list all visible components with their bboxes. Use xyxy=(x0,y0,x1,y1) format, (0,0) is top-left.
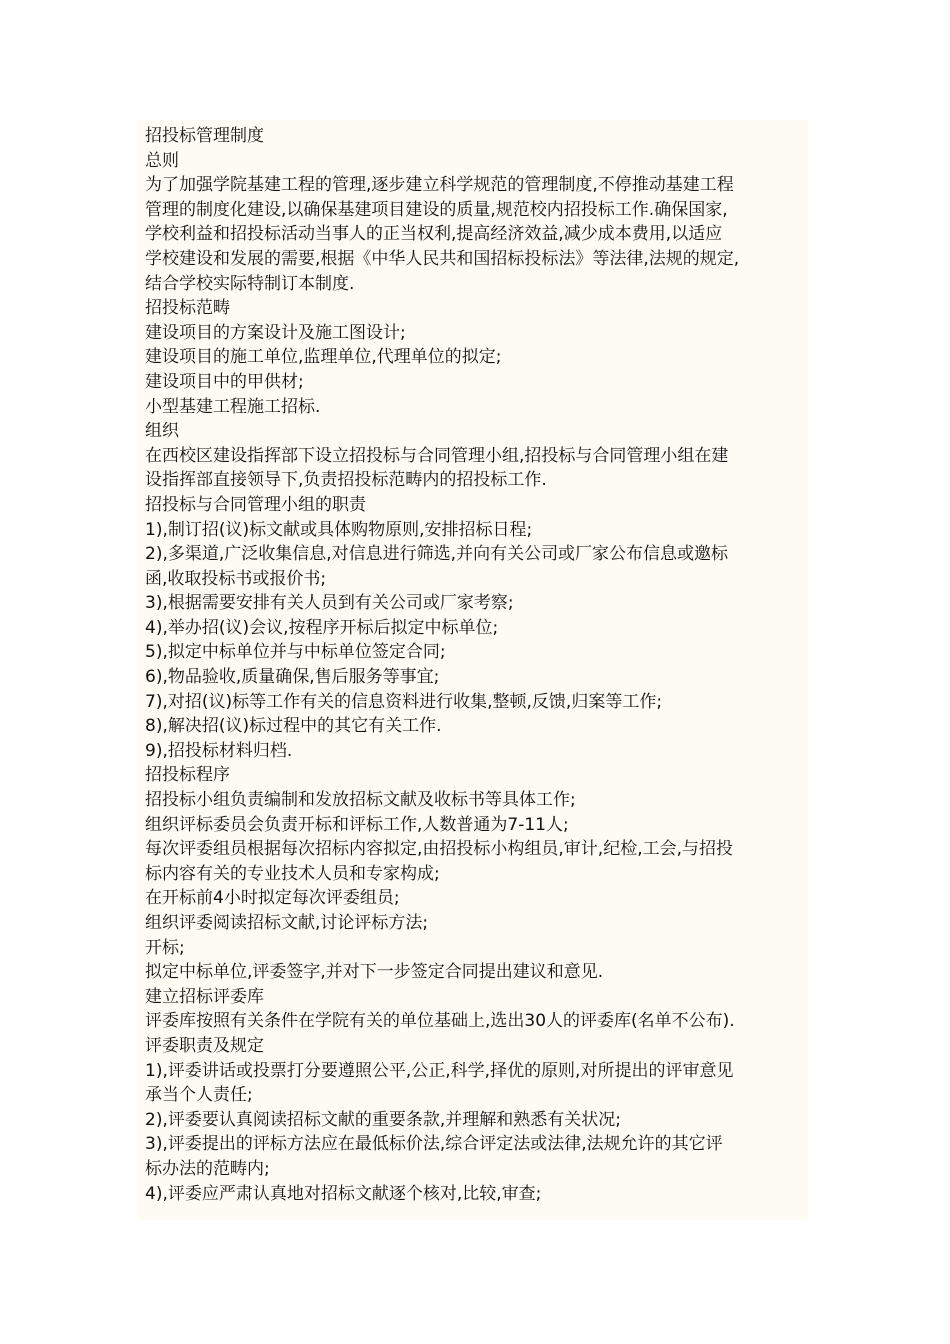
text-line: 标办法的范畴内; xyxy=(145,1158,270,1179)
text-line: 承当个人责任; xyxy=(145,1085,253,1106)
text-line: 评委职责及规定 xyxy=(145,1035,264,1056)
text-line: 招投标小组负责编制和发放招标文献及收标书等具体工作; xyxy=(145,790,576,811)
text-line: 开标; xyxy=(145,937,185,958)
text-line: 管理的制度化建设,以确保基建项目建设的质量,规范校内招投标工作.确保国家, xyxy=(145,199,728,220)
text-line: 建设项目中的甲供材; xyxy=(145,371,304,392)
text-line: 组织评委阅读招标文献,讨论评标方法; xyxy=(145,913,429,933)
text-line: 建设项目的方案设计及施工图设计; xyxy=(145,322,406,343)
text-line: 7),对招(议)标等工作有关的信息资料进行收集,整顿,反馈,归案等工作; xyxy=(145,691,663,712)
text-line: 5),拟定中标单位并与中标单位签定合同; xyxy=(145,642,446,663)
text-line: 招投标范畴 xyxy=(145,298,230,319)
text-line: 1),评委讲话或投票打分要遵照公平,公正,科学,择优的原则,对所提出的评审意见 xyxy=(145,1060,734,1081)
text-line: 3),评委提出的评标方法应在最低标价法,综合评定法或法律,法规允许的其它评 xyxy=(145,1134,723,1155)
text-line: 招投标程序 xyxy=(145,765,230,786)
text-line: 每次评委组员根据每次招标内容拟定,由招投标小构组员,审计,纪检,工会,与招投 xyxy=(145,839,734,860)
text-line: 9),招投标材料归档. xyxy=(145,740,293,761)
text-line: 设指挥部直接领导下,负责招投标范畴内的招投标工作. xyxy=(145,470,547,491)
text-line: 6),物品验收,质量确保,售后服务等事宜; xyxy=(145,667,440,688)
text-line: 1),制订招(议)标文献或具体购物原则,安排招标日程; xyxy=(145,519,533,540)
text-line: 为了加强学院基建工程的管理,逐步建立科学规范的管理制度,不停推动基建工程 xyxy=(145,175,734,196)
document-text-block xyxy=(138,120,808,1220)
text-line: 2),多渠道,广泛收集信息,对信息进行筛选,并向有关公司或厂家公布信息或邀标 xyxy=(145,544,729,565)
text-line: 在开标前4小时拟定每次评委组员; xyxy=(145,888,400,909)
text-line: 函,收取投标书或报价书; xyxy=(145,568,327,589)
text-line: 总则 xyxy=(145,150,179,171)
text-line: 8),解决招(议)标过程中的其它有关工作. xyxy=(145,716,442,737)
text-line: 标内容有关的专业技术人员和专家构成; xyxy=(145,863,440,884)
text-line: 组织 xyxy=(145,421,179,442)
text-line: 小型基建工程施工招标. xyxy=(145,396,321,417)
text-line: 学校利益和招投标活动当事人的正当权利,提高经济效益,减少成本费用,以适应 xyxy=(145,224,723,245)
text-line: 在西校区建设指挥部下设立招投标与合同管理小组,招投标与合同管理小组在建 xyxy=(145,445,729,466)
text-line: 建立招标评委库 xyxy=(145,986,264,1007)
text-line: 评委库按照有关条件在学院有关的单位基础上,选出30人的评委库(名单不公布). xyxy=(145,1011,735,1032)
text-line: 拟定中标单位,评委签字,并对下一步签定合同提出建议和意见. xyxy=(145,962,604,983)
document-lines xyxy=(145,124,813,1206)
text-line: 学校建设和发展的需要,根据《中华人民共和国招标投标法》等法律,法规的规定, xyxy=(145,248,740,269)
text-line: 建设项目的施工单位,监理单位,代理单位的拟定; xyxy=(145,347,502,368)
text-line: 招投标与合同管理小组的职责 xyxy=(145,494,366,515)
text-line: 4),举办招(议)会议,按程序开标后拟定中标单位; xyxy=(145,617,499,638)
text-line: 2),评委要认真阅读招标文献的重要条款,并理解和熟悉有关状况; xyxy=(145,1109,621,1130)
text-line: 3),根据需要安排有关人员到有关公司或厂家考察; xyxy=(145,593,514,614)
text-line: 组织评标委员会负责开标和评标工作,人数普通为7-11人; xyxy=(145,814,569,835)
text-line: 结合学校实际特制订本制度. xyxy=(145,273,355,294)
document-title: 招投标管理制度 xyxy=(145,126,264,146)
text-line: 4),评委应严肃认真地对招标文献逐个核对,比较,审查; xyxy=(145,1183,542,1204)
